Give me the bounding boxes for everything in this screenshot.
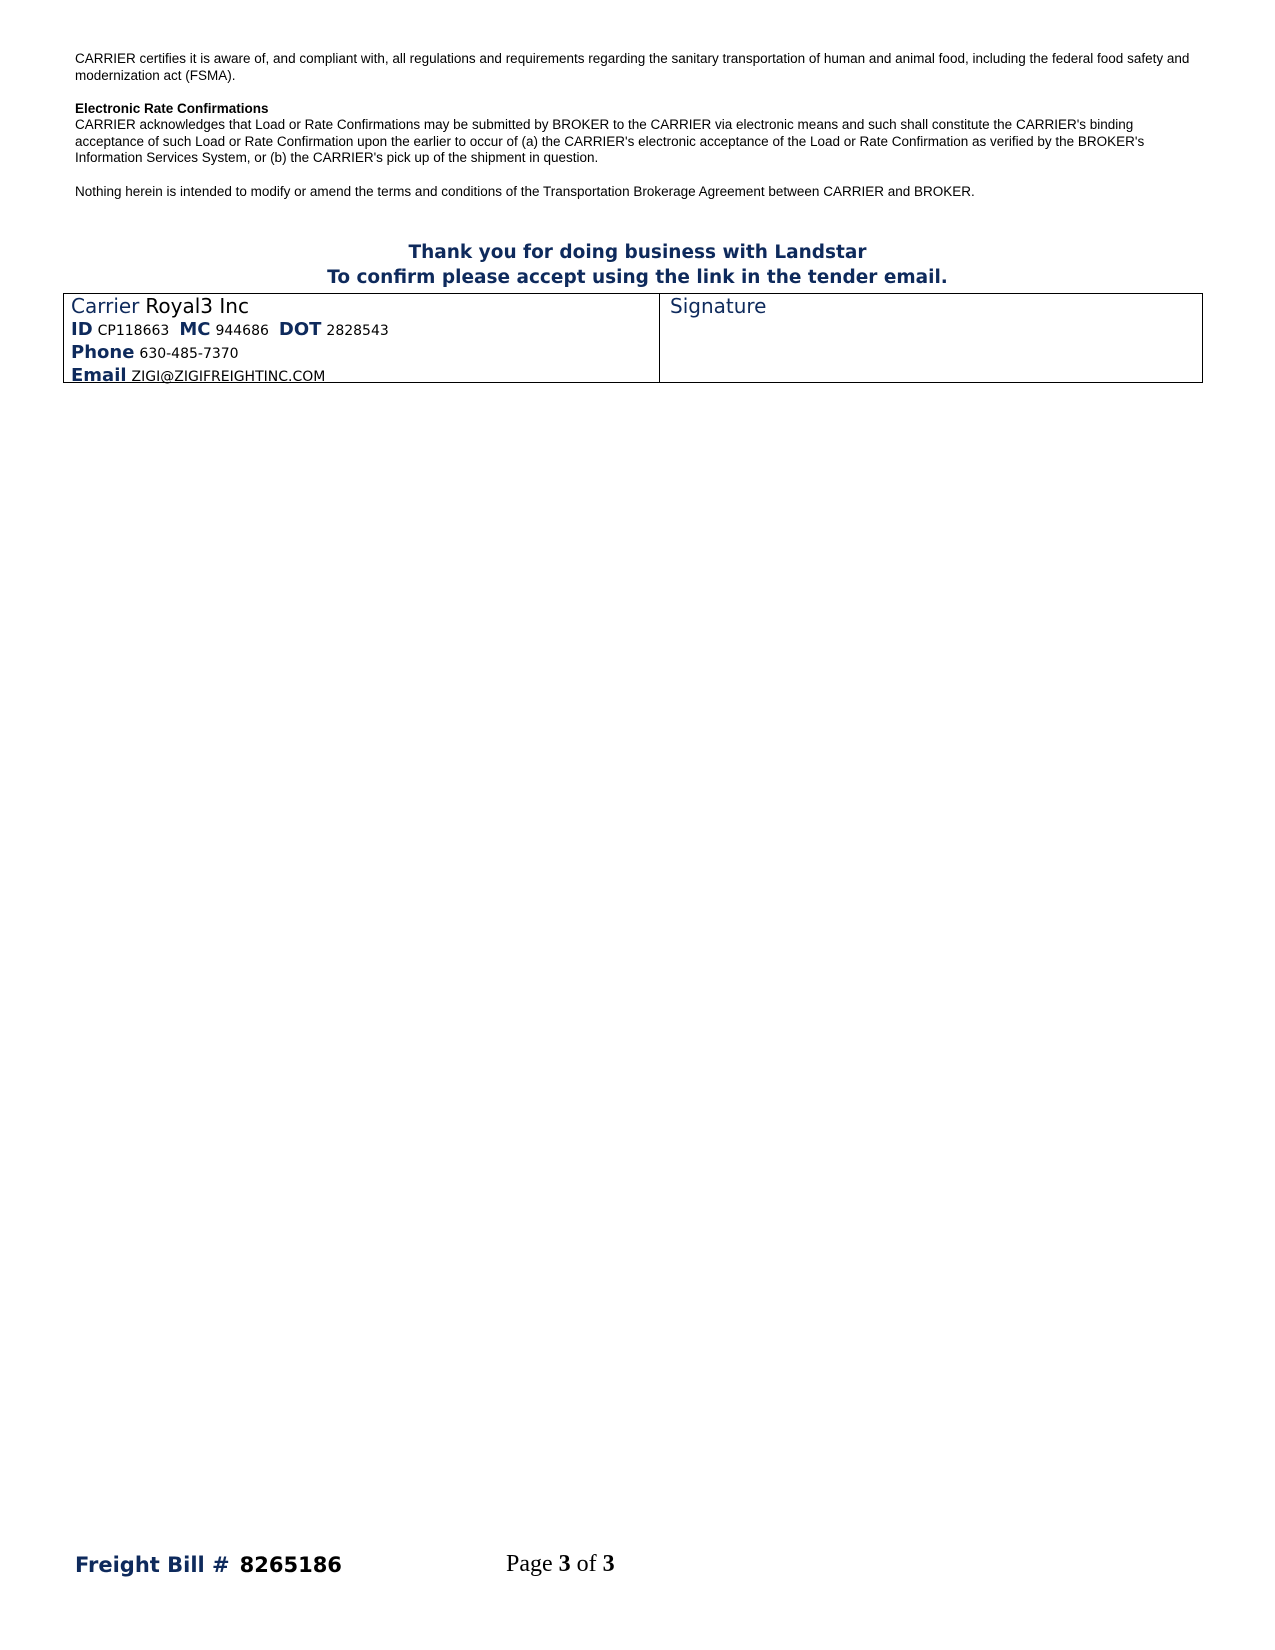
carrier-email-row bbox=[71, 365, 659, 388]
carrier-info-cell bbox=[64, 294, 660, 386]
mc-label: MC bbox=[179, 319, 211, 340]
page-word: Page bbox=[506, 1551, 553, 1577]
email-label: Email bbox=[71, 365, 127, 386]
carrier-signature-table bbox=[63, 293, 1203, 386]
fsma-paragraph: CARRIER certifies it is aware of, and compliant with, all regulations and requirements regarding the sanitary transportation of human and animal food, including the federal food safety and modernization act (FSMA). bbox=[75, 51, 1190, 83]
phone-value: 630-485-7370 bbox=[139, 346, 239, 362]
page-current: 3 bbox=[558, 1551, 571, 1577]
confirm-instruction-line: To confirm please accept using the link in the tender email. bbox=[327, 267, 948, 288]
page-of-word: of bbox=[576, 1551, 597, 1577]
erc-heading: Electronic Rate Confirmations bbox=[75, 101, 269, 116]
erc-paragraph: CARRIER acknowledges that Load or Rate Confirmations may be submitted by BROKER to the CARRIER via electronic means and such shall constitute the CARRIER's binding acceptance of such Load or Rate Confirmation upon the earlier to occur of (a) the CARRIER's electronic acceptance of the Load or Rate Confirmation as verified by the BROKER's Information Services System, or (b) the CARRIER's pick up of the shipment in question. bbox=[75, 117, 1145, 165]
carrier-row bbox=[71, 294, 659, 319]
carrier-name: Royal3 Inc bbox=[145, 294, 249, 318]
phone-label: Phone bbox=[71, 342, 135, 363]
dot-value: 2828543 bbox=[326, 323, 389, 339]
carrier-ids-row bbox=[71, 319, 659, 342]
agreement-note-paragraph: Nothing herein is intended to modify or amend the terms and conditions of the Transportation Brokerage Agreement between CARRIER and BROKER. bbox=[75, 184, 975, 199]
page-total: 3 bbox=[602, 1551, 615, 1577]
signature-label: Signature bbox=[670, 294, 767, 318]
mc-value: 944686 bbox=[215, 323, 269, 339]
freight-bill-value: 8265186 bbox=[239, 1553, 342, 1577]
freight-bill-number bbox=[75, 1551, 342, 1579]
freight-bill-label: Freight Bill # bbox=[75, 1553, 230, 1577]
signature-cell[interactable] bbox=[660, 294, 1202, 382]
carrier-phone-row bbox=[71, 342, 659, 365]
carrier-label: Carrier bbox=[71, 294, 140, 318]
id-value: CP118663 bbox=[97, 323, 170, 339]
thank-you-line: Thank you for doing business with Landstar bbox=[408, 242, 867, 263]
page-indicator bbox=[506, 1549, 615, 1579]
dot-label: DOT bbox=[278, 319, 322, 340]
email-value: ZIGI@ZIGIFREIGHTINC.COM bbox=[131, 369, 326, 385]
id-label: ID bbox=[71, 319, 93, 340]
